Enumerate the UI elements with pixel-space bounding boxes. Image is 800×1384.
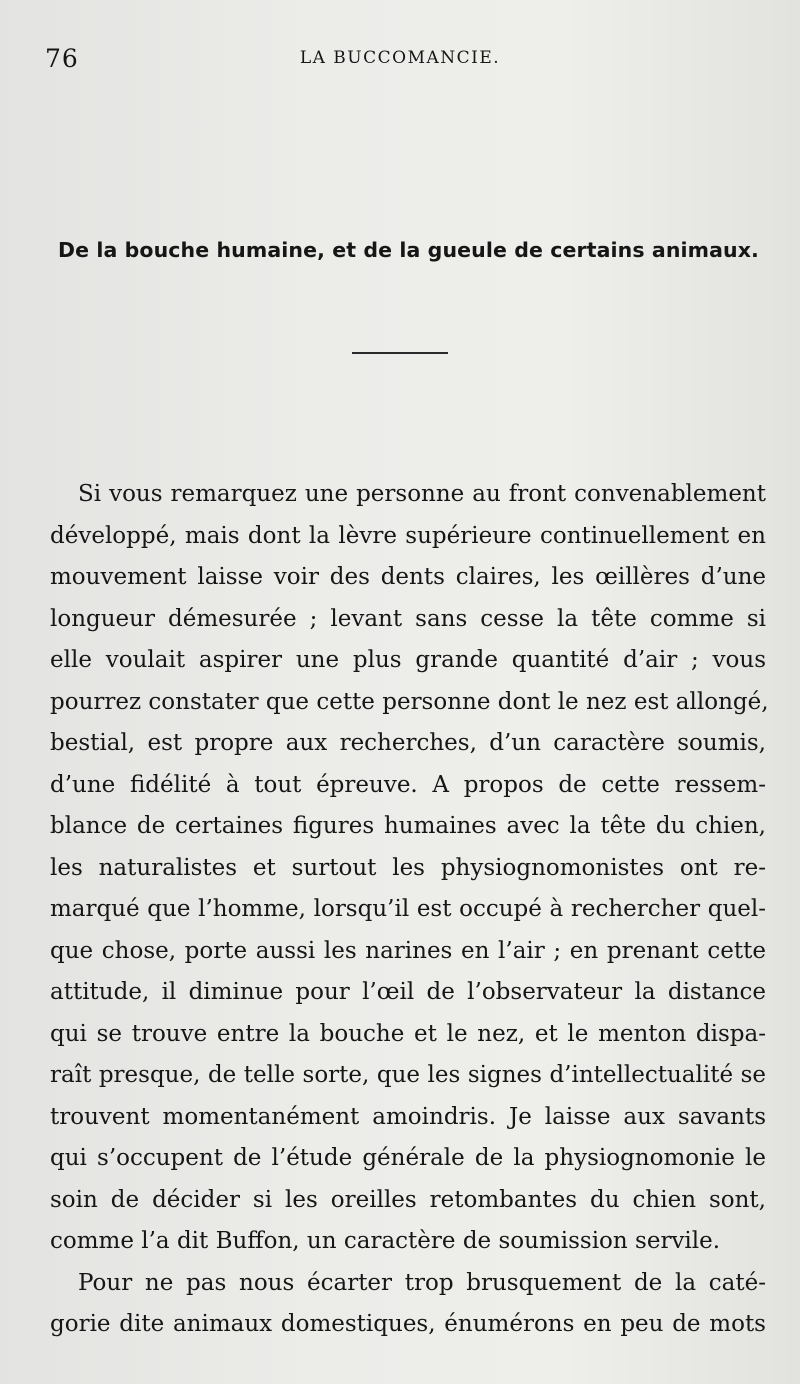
text-line: trouvent momentanément amoindris. Je laisse aux savants — [50, 1103, 766, 1130]
text-line: soin de décider si les oreilles retombantes du chien sont, — [50, 1186, 766, 1213]
paragraph-1 — [50, 474, 769, 1263]
text-line: comme l’a dit Buffon, un caractère de soumission servile. — [50, 1228, 721, 1254]
text-line: bestial, est propre aux recherches, d’un caractère soumis, — [50, 730, 766, 756]
text-line: Pour ne pas nous écarter trop brusquement de la caté- — [78, 1269, 766, 1296]
text-line: que chose, porte aussi les narines en l’air ; en prenant cette — [50, 937, 766, 964]
text-line: qui se trouve entre la bouche et le nez, et le menton dispa- — [50, 1020, 766, 1047]
text-line: attitude, il diminue pour l’œil de l’observateur la distance — [50, 979, 766, 1005]
body-text — [50, 474, 769, 1346]
text-line: les naturalistes et surtout les physiognomonistes ont re- — [50, 854, 766, 881]
text-line: gorie dite animaux domestiques, énumérons en peu de mots — [50, 1311, 766, 1337]
section-heading: De la bouche humaine, et de la gueule de certains animaux. — [58, 238, 759, 262]
text-line: mouvement laisse voir des dents claires, les œillères d’une — [50, 564, 766, 590]
section-rule — [352, 352, 448, 354]
text-line: raît presque, de telle sorte, que les signes d’intellectualité se — [50, 1062, 766, 1088]
running-head: LA BUCCOMANCIE. — [299, 48, 501, 68]
text-line: pourrez constater que cette personne dont le nez est allongé, — [50, 688, 769, 715]
text-line: développé, mais dont la lèvre supérieure continuellement en — [50, 522, 766, 549]
text-line: Si vous remarquez une personne au front convenablement — [78, 481, 766, 507]
text-line: marqué que l’homme, lorsqu’il est occupé à rechercher quel- — [50, 896, 766, 922]
text-line: blance de certaines figures humaines avec la tête du chien, — [50, 813, 766, 839]
text-line: longueur démesurée ; levant sans cesse la tête comme si — [50, 605, 766, 632]
text-line: d’une fidélité à tout épreuve. A propos de cette ressem- — [50, 771, 766, 798]
paragraph-2 — [50, 1263, 766, 1346]
text-line: elle voulait aspirer une plus grande quantité d’air ; vous — [50, 647, 766, 673]
page-number: 76 — [45, 44, 79, 73]
text-line: qui s’occupent de l’étude générale de la physiognomonie le — [50, 1145, 766, 1171]
